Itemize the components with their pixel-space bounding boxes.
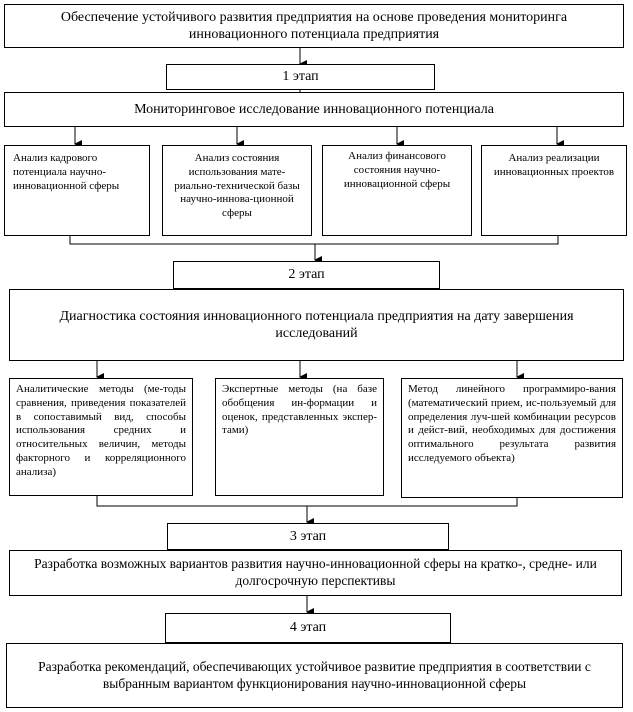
analysis-box-personnel (4, 145, 150, 236)
method-box-expert (215, 378, 384, 496)
analysis-text-2: Анализ состояния использования мате-риально-технической базы научно-иннова-ционной сферы (174, 152, 300, 219)
stage1-label: 1 этап (282, 69, 319, 85)
analysis-box-material (162, 145, 312, 236)
stage1-title-box (4, 92, 624, 127)
stage4-label-box (165, 613, 451, 643)
stage2-label: 2 этап (288, 267, 325, 283)
method-text-2: Экспертные методы (на базе обобщения ин-формации и оценок, представленных экспер-тами) (222, 383, 377, 437)
stage3-title-box (9, 550, 622, 596)
goal-text: Обеспечение устойчивого развития предприятия на основе проведения мониторинга инновационного потенциала предприятия (60, 9, 568, 42)
stage3-title: Разработка возможных вариантов развития научно-инновационной сферы на кратко-, средне- или долгосрочную перспективы (34, 556, 597, 588)
analysis-box-projects (481, 145, 627, 236)
collector-analysis (70, 236, 558, 244)
stage2-title: Диагностика состояния инновационного потенциала предприятия на дату завершения исследований (59, 308, 574, 341)
stage1-title: Мониторинговое исследование инновационного потенциала (134, 101, 494, 117)
goal-box (4, 4, 624, 48)
stage3-label-box (167, 523, 449, 550)
stage4-title-box (6, 643, 623, 708)
method-box-analytical (9, 378, 193, 496)
method-text-3: Метод линейного программиро-вания (математический прием, ис-пользуемый для определения луч-шей комбинации ресурсов и дейст-вий, необходимых для достижения оптимального результата развития исследуемого объекта) (408, 383, 616, 464)
analysis-text-4: Анализ реализации инновационных проектов (493, 152, 615, 178)
stage2-title-box (9, 289, 624, 361)
stage4-title: Разработка рекомендаций, обеспечивающих устойчивое развитие предприятия в соответствии с выбранным вариантом функционирования научно-инновационной сферы (38, 658, 591, 691)
stage1-label-box (166, 64, 435, 90)
method-text-1: Аналитические методы (ме-тоды сравнения, приведения показателей в сопоставимый вид, способы использования средних и относительных величин, методы факторного и корреляционного анализа) (16, 383, 186, 478)
analysis-text-3: Анализ финансового состояния научно-инновационной сферы (343, 150, 451, 190)
stage2-label-box (173, 261, 440, 289)
analysis-text-1: Анализ кадрового потенциала научно-инновационной сферы (13, 152, 120, 192)
analysis-box-finance (322, 145, 472, 236)
stage4-label: 4 этап (289, 620, 327, 636)
method-box-linear (401, 378, 623, 498)
stage3-label: 3 этап (289, 528, 327, 544)
